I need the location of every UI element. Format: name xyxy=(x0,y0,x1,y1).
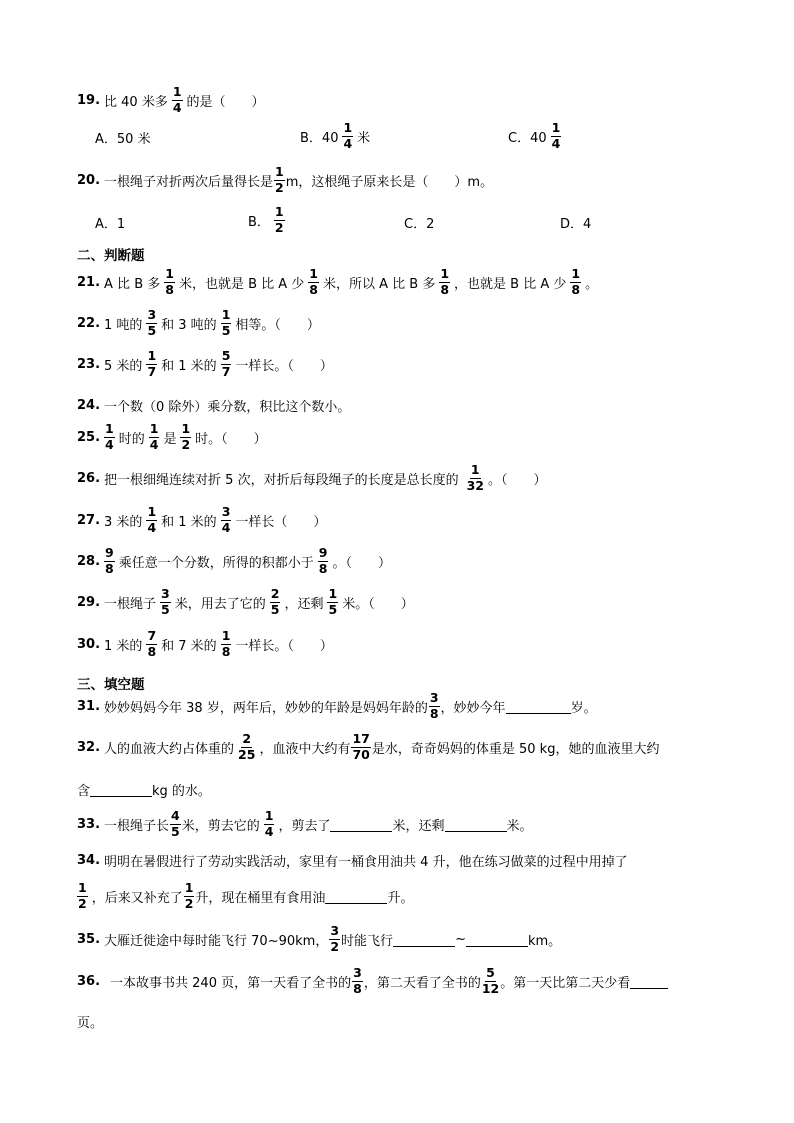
text-segment: 一样长。（ ） xyxy=(235,638,333,654)
question-number: 29. xyxy=(77,594,101,610)
text-segment: 。第一天比第二天少看 xyxy=(500,975,631,991)
answer-blank[interactable] xyxy=(445,817,507,832)
text-segment: ，妙妙今年 xyxy=(440,700,506,716)
fraction xyxy=(184,882,195,910)
text-segment: B．40 xyxy=(300,130,339,146)
fraction xyxy=(180,423,191,451)
fraction xyxy=(104,423,115,451)
text-segment: 一本故事书共 240 页，第一天看了全书的 xyxy=(110,975,352,991)
text-segment: 米。 xyxy=(506,818,533,834)
text-segment: 一样长（ ） xyxy=(235,514,327,530)
question-35 xyxy=(77,925,561,953)
text-segment: 2 xyxy=(181,436,191,452)
text-segment: 1 xyxy=(147,504,157,519)
text-segment: 5 xyxy=(161,601,170,617)
text-segment: D．4 xyxy=(560,217,592,232)
text-segment: 和 1 米的 xyxy=(161,358,217,374)
answer-blank[interactable] xyxy=(330,817,392,832)
text-segment: 时的 xyxy=(118,431,145,447)
text-segment: 米。（ ） xyxy=(342,596,414,612)
text-segment: 一根绳子长 xyxy=(104,818,170,834)
text-segment: 含 xyxy=(77,784,91,799)
text-segment: A．1 xyxy=(95,217,126,232)
text-segment: C．40 xyxy=(508,130,547,146)
text-segment: 8 xyxy=(318,560,328,576)
fraction xyxy=(270,588,281,616)
text-segment: 7 xyxy=(147,628,157,643)
question-21 xyxy=(77,268,598,296)
fraction xyxy=(160,588,171,616)
question-text: 比 40 米多 xyxy=(104,94,168,110)
text-segment: 和 1 米的 xyxy=(161,514,217,530)
question-number: 33. xyxy=(77,816,101,832)
question-number: 21. xyxy=(77,274,101,290)
text-segment: 4 xyxy=(551,135,561,151)
text-segment: 5 xyxy=(221,348,231,363)
question-29 xyxy=(77,588,414,616)
question-number: 19. xyxy=(77,92,101,108)
fraction xyxy=(352,967,363,995)
text-segment: 1 xyxy=(343,120,353,135)
text-segment: km。 xyxy=(527,933,562,949)
text-segment: 1 xyxy=(172,84,182,99)
text-segment: 1 xyxy=(551,120,561,135)
answer-blank[interactable] xyxy=(325,889,387,904)
fraction xyxy=(104,547,115,575)
question-36 xyxy=(77,967,668,995)
text-segment: 一根绳子 xyxy=(104,596,157,612)
text-segment: 4 xyxy=(147,519,157,535)
text-segment: 米，剪去它的 xyxy=(181,818,260,834)
question-number: 30. xyxy=(77,636,101,652)
text-segment: 1 米的 xyxy=(104,638,143,654)
question-number: 25. xyxy=(77,429,101,445)
text-segment: 一个数（0 除外）乘分数，积比这个数小。 xyxy=(104,400,351,415)
fraction xyxy=(318,547,329,575)
text-segment: 明明在暑假进行了劳动实践活动，家里有一桶食用油共 4 升，他在练习做菜的过程中用掉了 xyxy=(104,855,628,870)
text-segment: 相等。（ ） xyxy=(235,317,320,333)
text-segment: C．2 xyxy=(404,217,435,232)
text-segment: 4 xyxy=(172,99,182,115)
text-segment: 1 xyxy=(275,164,284,179)
text-segment: 1 xyxy=(181,421,191,436)
text-segment: A 比 B 多 xyxy=(104,276,161,292)
text-segment: 1 xyxy=(149,421,159,436)
text-segment: 8 xyxy=(105,560,114,576)
question-32 xyxy=(77,733,659,761)
fraction xyxy=(170,810,181,838)
text-segment: 升，现在桶里有食用油 xyxy=(195,890,326,906)
section-title-judgement xyxy=(77,244,145,264)
text-segment: kg 的水。 xyxy=(152,784,211,799)
text-segment: 。（ ） xyxy=(487,472,547,488)
question-number: 22. xyxy=(77,315,101,331)
question-number: 36. xyxy=(77,973,101,989)
text-segment: 7 xyxy=(221,363,231,379)
answer-blank[interactable] xyxy=(506,699,571,714)
question-number: 23. xyxy=(77,356,101,372)
question-36-line-2 xyxy=(77,1012,103,1031)
text-segment: 2 xyxy=(270,586,280,601)
text-segment: 5 xyxy=(328,601,338,617)
question-28 xyxy=(77,547,391,575)
question-number: 27. xyxy=(77,512,101,528)
text-segment: 和 3 吨的 xyxy=(161,317,217,333)
fraction xyxy=(221,309,232,337)
fraction xyxy=(146,309,157,337)
text-segment: 8 xyxy=(309,281,318,297)
text-segment: 大雁迁徙途中每时能飞行 70~90km， xyxy=(104,933,329,949)
text-segment: 三、填空题 xyxy=(77,677,145,693)
option-c[interactable] xyxy=(404,213,434,232)
fraction xyxy=(342,122,353,150)
question-number: 34. xyxy=(77,853,101,868)
question-text: 一根绳子对折两次后量得长是 xyxy=(104,174,274,190)
question-30 xyxy=(77,630,333,658)
option-d[interactable] xyxy=(560,213,591,232)
section-title-fill-blank xyxy=(77,673,145,693)
fraction xyxy=(238,733,255,761)
text-segment: 一样长。（ ） xyxy=(235,358,333,374)
text-segment: 17 xyxy=(352,731,370,746)
text-segment: 妙妙妈妈今年 38 岁，两年后，妙妙的年龄是妈妈年龄的 xyxy=(104,700,428,716)
text-segment: 人的血液大约占体重的 xyxy=(104,741,235,757)
answer-blank[interactable] xyxy=(630,974,668,989)
text-segment: 32 xyxy=(466,477,484,493)
text-segment: 12 xyxy=(481,980,500,996)
text-segment: 1 xyxy=(440,266,450,281)
text-segment: 2 xyxy=(242,731,252,746)
fraction xyxy=(221,350,232,378)
text-segment: 8 xyxy=(147,643,157,659)
option-b[interactable] xyxy=(300,122,370,150)
fraction xyxy=(327,588,338,616)
text-segment: ，后来又补充了 xyxy=(91,890,183,906)
text-segment: 4 xyxy=(264,823,274,839)
question-27 xyxy=(77,506,326,534)
text-segment: 3 xyxy=(161,586,170,601)
text-segment: 和 7 米的 xyxy=(161,638,217,654)
text-segment: 二、判断题 xyxy=(77,248,145,264)
option-a[interactable] xyxy=(95,213,125,232)
answer-blank[interactable] xyxy=(466,932,528,947)
text-segment: 2 xyxy=(274,219,284,235)
question-31 xyxy=(77,692,597,720)
fraction xyxy=(274,206,285,234)
text-segment: 2 xyxy=(330,938,340,954)
text-segment: 把一根细绳连续对折 5 次，对折后每段绳子的长度是总长度的 xyxy=(104,472,459,488)
text-segment: 1 xyxy=(221,628,231,643)
text-segment: 9 xyxy=(318,545,328,560)
text-segment: 米，所以 A 比 B 多 xyxy=(323,276,436,292)
text-segment: 70 xyxy=(352,746,370,762)
answer-blank[interactable] xyxy=(393,932,455,947)
option-a[interactable] xyxy=(95,128,151,147)
text-segment: ，还剩 xyxy=(284,596,324,612)
question-24 xyxy=(77,396,350,415)
text-segment: 4 xyxy=(105,436,114,452)
question-26 xyxy=(77,464,547,492)
fraction xyxy=(221,506,232,534)
text-segment: 8 xyxy=(440,281,450,297)
text-segment: 5 xyxy=(221,322,231,338)
question-34-line-2 xyxy=(77,882,413,910)
fraction xyxy=(264,810,275,838)
fraction xyxy=(308,268,319,296)
question-text: 的是（ ） xyxy=(186,94,265,110)
text-segment: 5 xyxy=(486,965,495,980)
text-segment: 页。 xyxy=(77,1016,104,1031)
text-segment: 5 xyxy=(270,601,280,617)
fraction xyxy=(172,86,183,114)
question-number: 28. xyxy=(77,553,101,569)
question-32-line-2 xyxy=(77,780,211,799)
text-segment: 1 xyxy=(470,462,480,477)
fraction xyxy=(351,733,370,761)
text-segment: 9 xyxy=(105,545,114,560)
fraction xyxy=(221,630,232,658)
question-number: 24. xyxy=(77,398,101,413)
text-segment: 4 xyxy=(149,436,159,452)
text-segment: 25 xyxy=(238,746,256,762)
text-segment: ，也就是 B 比 A 少 xyxy=(454,276,567,292)
text-segment: 1 xyxy=(264,808,274,823)
fraction xyxy=(274,166,285,194)
text-segment: 2 xyxy=(78,895,87,911)
fraction xyxy=(329,925,340,953)
text-segment: 3 xyxy=(221,504,231,519)
fraction xyxy=(429,692,440,720)
fraction xyxy=(149,423,160,451)
fraction xyxy=(146,506,157,534)
text-segment: 8 xyxy=(165,281,174,297)
text-segment: 时。（ ） xyxy=(195,431,267,447)
answer-blank[interactable] xyxy=(90,782,152,797)
question-19 xyxy=(77,86,265,114)
question-text: m，这根绳子原来长是（ ）m。 xyxy=(285,174,494,190)
text-segment: 3 xyxy=(429,690,439,705)
fraction xyxy=(551,122,562,150)
text-segment: 8 xyxy=(221,643,231,659)
text-segment: 4 xyxy=(171,808,180,823)
text-segment: 4 xyxy=(221,519,231,535)
text-segment: B． xyxy=(248,214,270,230)
text-segment: ，剪去了 xyxy=(278,818,331,834)
text-segment: 1 xyxy=(184,880,194,895)
text-segment: 1 xyxy=(221,307,231,322)
text-segment: 。（ ） xyxy=(332,555,391,571)
text-segment: 米，也就是 B 比 A 少 xyxy=(178,276,305,292)
text-segment: 。 xyxy=(585,276,599,292)
text-segment: 5 米的 xyxy=(104,358,143,374)
question-number: 31. xyxy=(77,698,101,714)
text-segment: 3 米的 xyxy=(104,514,143,530)
option-b[interactable] xyxy=(248,206,289,234)
text-segment: 岁。 xyxy=(570,700,597,716)
text-segment: 1 xyxy=(328,586,338,601)
text-segment: 升。 xyxy=(387,890,414,906)
text-segment: 时能飞行 xyxy=(341,933,394,949)
text-segment: 乘任意一个分数，所得的积都小于 xyxy=(118,555,314,571)
text-segment: 2 xyxy=(184,895,194,911)
fraction xyxy=(482,967,499,995)
fraction xyxy=(467,464,484,492)
text-segment: 5 xyxy=(147,322,157,338)
fraction xyxy=(570,268,581,296)
text-segment: ，血液中大约有 xyxy=(259,741,351,757)
text-segment: 3 xyxy=(353,965,362,980)
text-segment: 3 xyxy=(330,923,340,938)
fraction xyxy=(164,268,175,296)
text-segment: 8 xyxy=(353,980,362,996)
text-segment: 1 吨的 xyxy=(104,317,143,333)
text-segment: 1 xyxy=(147,348,157,363)
question-number: 20. xyxy=(77,172,101,188)
text-segment: 2 xyxy=(275,179,284,195)
fraction xyxy=(77,882,88,910)
text-segment: A．50 米 xyxy=(95,132,151,147)
text-segment: 1 xyxy=(105,421,114,436)
text-segment: 米，还剩 xyxy=(392,818,445,834)
text-segment: 1 xyxy=(274,204,284,219)
text-segment: ，第二天看了全书的 xyxy=(363,975,481,991)
text-segment: 7 xyxy=(147,363,157,379)
text-segment: 米 xyxy=(357,130,371,146)
text-segment: 5 xyxy=(171,823,180,839)
question-20 xyxy=(77,166,493,194)
text-segment: ~ xyxy=(455,931,466,947)
text-segment: 是 xyxy=(163,431,177,447)
question-22 xyxy=(77,309,320,337)
text-segment: 1 xyxy=(78,880,87,895)
question-number: 35. xyxy=(77,931,101,947)
text-segment: 8 xyxy=(571,281,581,297)
question-number: 26. xyxy=(77,470,101,486)
question-number: 32. xyxy=(77,739,101,755)
text-segment: 是水，奇奇妈妈的体重是 50 kg，她的血液里大约 xyxy=(371,741,660,757)
option-c[interactable] xyxy=(508,122,565,150)
fraction xyxy=(146,630,157,658)
question-23 xyxy=(77,350,333,378)
text-segment: 米，用去了它的 xyxy=(174,596,266,612)
question-25 xyxy=(77,423,267,451)
fraction xyxy=(439,268,450,296)
text-segment: 8 xyxy=(429,705,439,721)
question-33 xyxy=(77,810,533,838)
text-segment: 1 xyxy=(309,266,318,281)
text-segment: 3 xyxy=(147,307,157,322)
fraction xyxy=(146,350,157,378)
text-segment: 1 xyxy=(571,266,581,281)
question-34 xyxy=(77,851,628,870)
text-segment: 4 xyxy=(343,135,353,151)
text-segment: 1 xyxy=(165,266,174,281)
